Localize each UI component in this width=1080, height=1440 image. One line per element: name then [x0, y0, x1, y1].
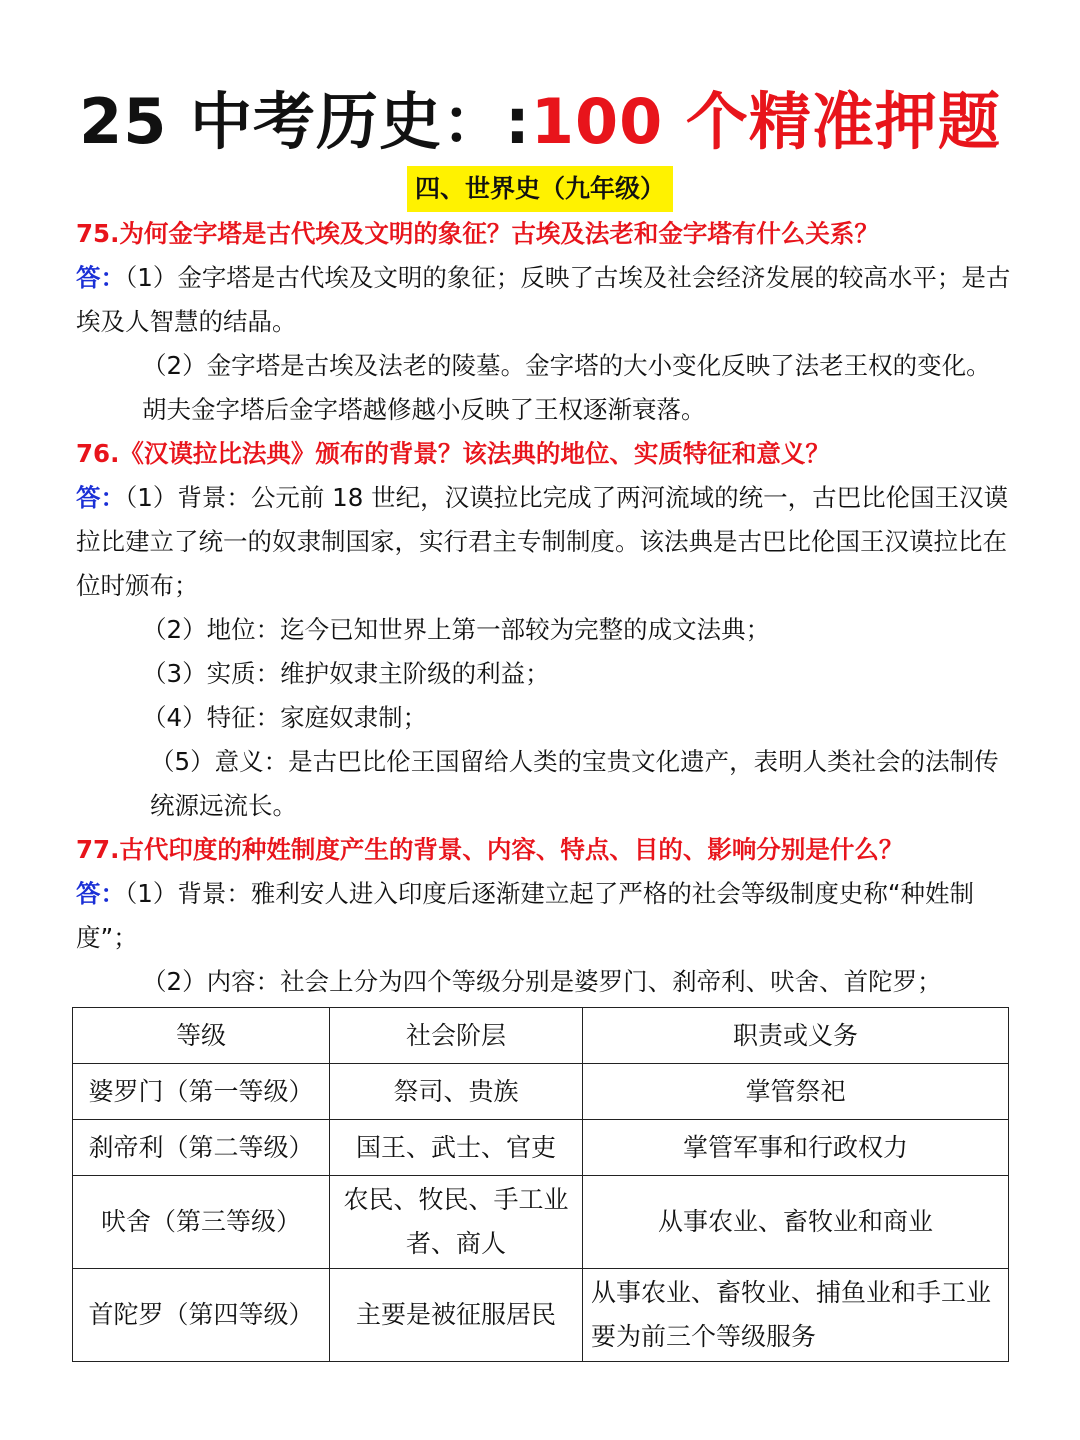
table-row [73, 1064, 1009, 1120]
answer-77-1-text: （1）背景：雅利安人进入印度后逐渐建立起了严格的社会等级制度史称“种姓制度”； [76, 879, 975, 952]
question-76: 76.《汉谟拉比法典》颁布的背景？该法典的地位、实质特征和意义？ [76, 439, 830, 468]
title-prefix: 25 中考历史：: [79, 85, 531, 158]
page-title [0, 84, 1080, 160]
table-cell: 刹帝利（第二等级） [73, 1120, 330, 1176]
table-row [73, 1269, 1009, 1362]
table-cell: 首陀罗（第四等级） [73, 1269, 330, 1362]
content [76, 212, 1012, 1004]
answer-76-5: （5）意义：是古巴比伦王国留给人类的宝贵文化遗产，表明人类社会的法制传统源远流长。 [150, 747, 999, 820]
table-header-row [73, 1008, 1009, 1064]
section-heading-wrap [0, 166, 1080, 212]
section-heading: 四、世界史（九年级） [407, 166, 673, 212]
table-cell: 吠舍（第三等级） [73, 1176, 330, 1269]
question-77: 77.古代印度的种姓制度产生的背景、内容、特点、目的、影响分别是什么？ [76, 835, 904, 864]
table-cell: 主要是被征服居民 [330, 1269, 583, 1362]
answer-label: 答： [76, 483, 125, 512]
answer-label: 答： [76, 263, 125, 292]
answer-75-2: （2）金字塔是古埃及法老的陵墓。金字塔的大小变化反映了法老王权的变化。胡夫金字塔后金字塔越修越小反映了王权逐渐衰落。 [142, 351, 991, 424]
answer-75-1-text: （1）金字塔是古代埃及文明的象征；反映了古埃及社会经济发展的较高水平；是古埃及人智慧的结晶。 [76, 263, 1011, 336]
table-cell: 农民、牧民、手工业者、商人 [330, 1176, 583, 1269]
answer-77-1 [76, 872, 1012, 960]
answer-76-4: （4）特征：家庭奴隶制； [142, 703, 428, 732]
table-cell: 婆罗门（第一等级） [73, 1064, 330, 1120]
table-header-cell: 等级 [73, 1008, 330, 1064]
answer-76-1 [76, 476, 1012, 608]
answer-76-1-text: （1）背景：公元前 18 世纪，汉谟拉比完成了两河流域的统一，古巴比伦国王汉谟拉比建立了统一的奴隶制国家，实行君主专制制度。该法典是古巴比伦国王汉谟拉比在位时颁布； [76, 483, 1009, 600]
table-cell: 掌管军事和行政权力 [583, 1120, 1009, 1176]
answer-label: 答： [76, 879, 125, 908]
question-75: 75.为何金字塔是古代埃及文明的象征？古埃及法老和金字塔有什么关系？ [76, 219, 879, 248]
table-header-cell: 职责或义务 [583, 1008, 1009, 1064]
table-cell: 掌管祭祀 [583, 1064, 1009, 1120]
table-row [73, 1176, 1009, 1269]
table-cell: 国王、武士、官吏 [330, 1120, 583, 1176]
answer-75-1 [76, 256, 1012, 344]
answer-76-2: （2）地位：迄今已知世界上第一部较为完整的成文法典； [142, 615, 771, 644]
caste-table [72, 1007, 1009, 1362]
answer-77-2: （2）内容：社会上分为四个等级分别是婆罗门、刹帝利、吠舍、首陀罗； [142, 967, 942, 996]
table-cell: 从事农业、畜牧业和商业 [583, 1176, 1009, 1269]
table-cell: 祭司、贵族 [330, 1064, 583, 1120]
table-row [73, 1120, 1009, 1176]
table-cell: 从事农业、畜牧业、捕鱼业和手工业要为前三个等级服务 [583, 1269, 1009, 1362]
answer-76-3: （3）实质：维护奴隶主阶级的利益； [142, 659, 550, 688]
title-highlight: 100 个精准押题 [530, 85, 1001, 158]
table-header-cell: 社会阶层 [330, 1008, 583, 1064]
